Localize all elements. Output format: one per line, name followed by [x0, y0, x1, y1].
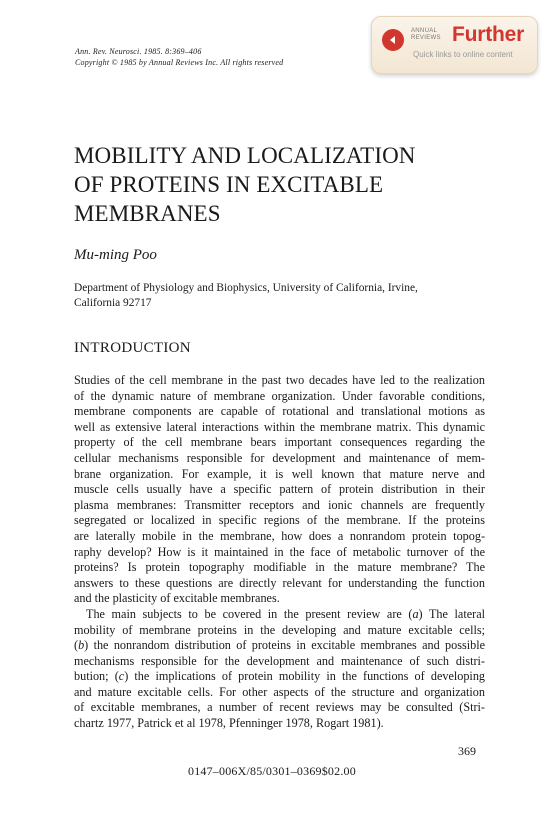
- copyright-line: Copyright © 1985 by Annual Reviews Inc. All rights reserved: [75, 58, 284, 67]
- affiliation: [74, 281, 494, 311]
- body-text: [74, 373, 485, 732]
- further-badge[interactable]: [371, 16, 538, 74]
- text-line: cellular mechanisms responsible for development and maintenance of mem-: [74, 450, 485, 465]
- title-line: OF PROTEINS IN EXCITABLE: [74, 172, 384, 197]
- text-line: of the dynamic nature of membrane organization. Under favorable conditions,: [74, 388, 485, 403]
- section-heading: INTRODUCTION: [74, 340, 191, 356]
- text-line: segregated or localized in specific regions of the membrane. If the proteins: [74, 513, 485, 528]
- journal-citation-line: Ann. Rev. Neurosci. 1985. 8:369–406: [75, 47, 202, 56]
- text-line: brane organization. For example, it is well known that mature nerve and: [74, 466, 485, 481]
- text-line: proteins? Is protein topography modifiable in the mature membrane? The: [74, 560, 485, 575]
- article-title: [74, 141, 494, 228]
- text-line: bution; (c) the implications of protein mobility in the functions of developing: [74, 669, 486, 684]
- text-line: well as extensive lateral interactions within the membrane matrix. This dynamic: [74, 419, 485, 434]
- text-line: mobility of membrane proteins in the developing and mature excitable cells;: [74, 622, 485, 637]
- text-line: and mature excitable cells. For other aspects of the structure and organization: [74, 684, 485, 699]
- text-line: plasma membranes: Transmitter receptors and ionic channels are frequently: [74, 497, 485, 512]
- arrow-left-icon: [382, 29, 404, 51]
- text-line: answers to these questions are directly relevant for understanding the function: [74, 575, 485, 590]
- further-word: Further: [452, 23, 525, 46]
- text-line: raphy develop? How is it maintained in the face of metabolic turnover of the: [74, 544, 485, 559]
- text-line: chartz 1977, Patrick et al 1978, Pfenninger 1978, Rogart 1981).: [74, 716, 384, 731]
- text-line: mechanisms responsible for the development and maintenance of such distri-: [74, 653, 485, 668]
- title-line: MOBILITY AND LOCALIZATION: [74, 143, 416, 168]
- page-number: 369: [458, 744, 476, 758]
- article-code: 0147–006X/85/0301–0369$02.00: [188, 764, 356, 778]
- annual-reviews-label: ANNUAL REVIEWS: [411, 28, 441, 41]
- text-line: The main subjects to be covered in the present review are (a) The lateral: [86, 606, 485, 621]
- text-line: and the plasticity of excitable membranes.: [74, 591, 280, 606]
- affiliation-line: Department of Physiology and Biophysics, University of California, Irvine,: [74, 282, 418, 294]
- text-line: muscle cells usually have a specific pattern of protein distribution in their: [74, 482, 485, 497]
- title-line: MEMBRANES: [74, 201, 221, 226]
- author-name: Mu-ming Poo: [74, 247, 157, 263]
- text-line: (b) the nonrandom distribution of proteins in excitable membranes and possible: [74, 638, 485, 653]
- further-subtitle: Quick links to online content: [413, 50, 513, 59]
- text-line: of excitable membranes, a number of recent reviews may be consulted (Stri-: [74, 700, 485, 715]
- affiliation-line: California 92717: [74, 297, 152, 309]
- text-line: Studies of the cell membrane in the past two decades have led to the realization: [74, 373, 485, 387]
- text-line: property of the cell membrane bears important consequences regarding the: [74, 435, 485, 450]
- text-line: are laterally mobile in the membrane, how does a nonrandom protein topog-: [74, 528, 485, 543]
- journal-citation: [75, 46, 375, 68]
- text-line: membrane components are capable of rotational and translational motions as: [74, 404, 485, 419]
